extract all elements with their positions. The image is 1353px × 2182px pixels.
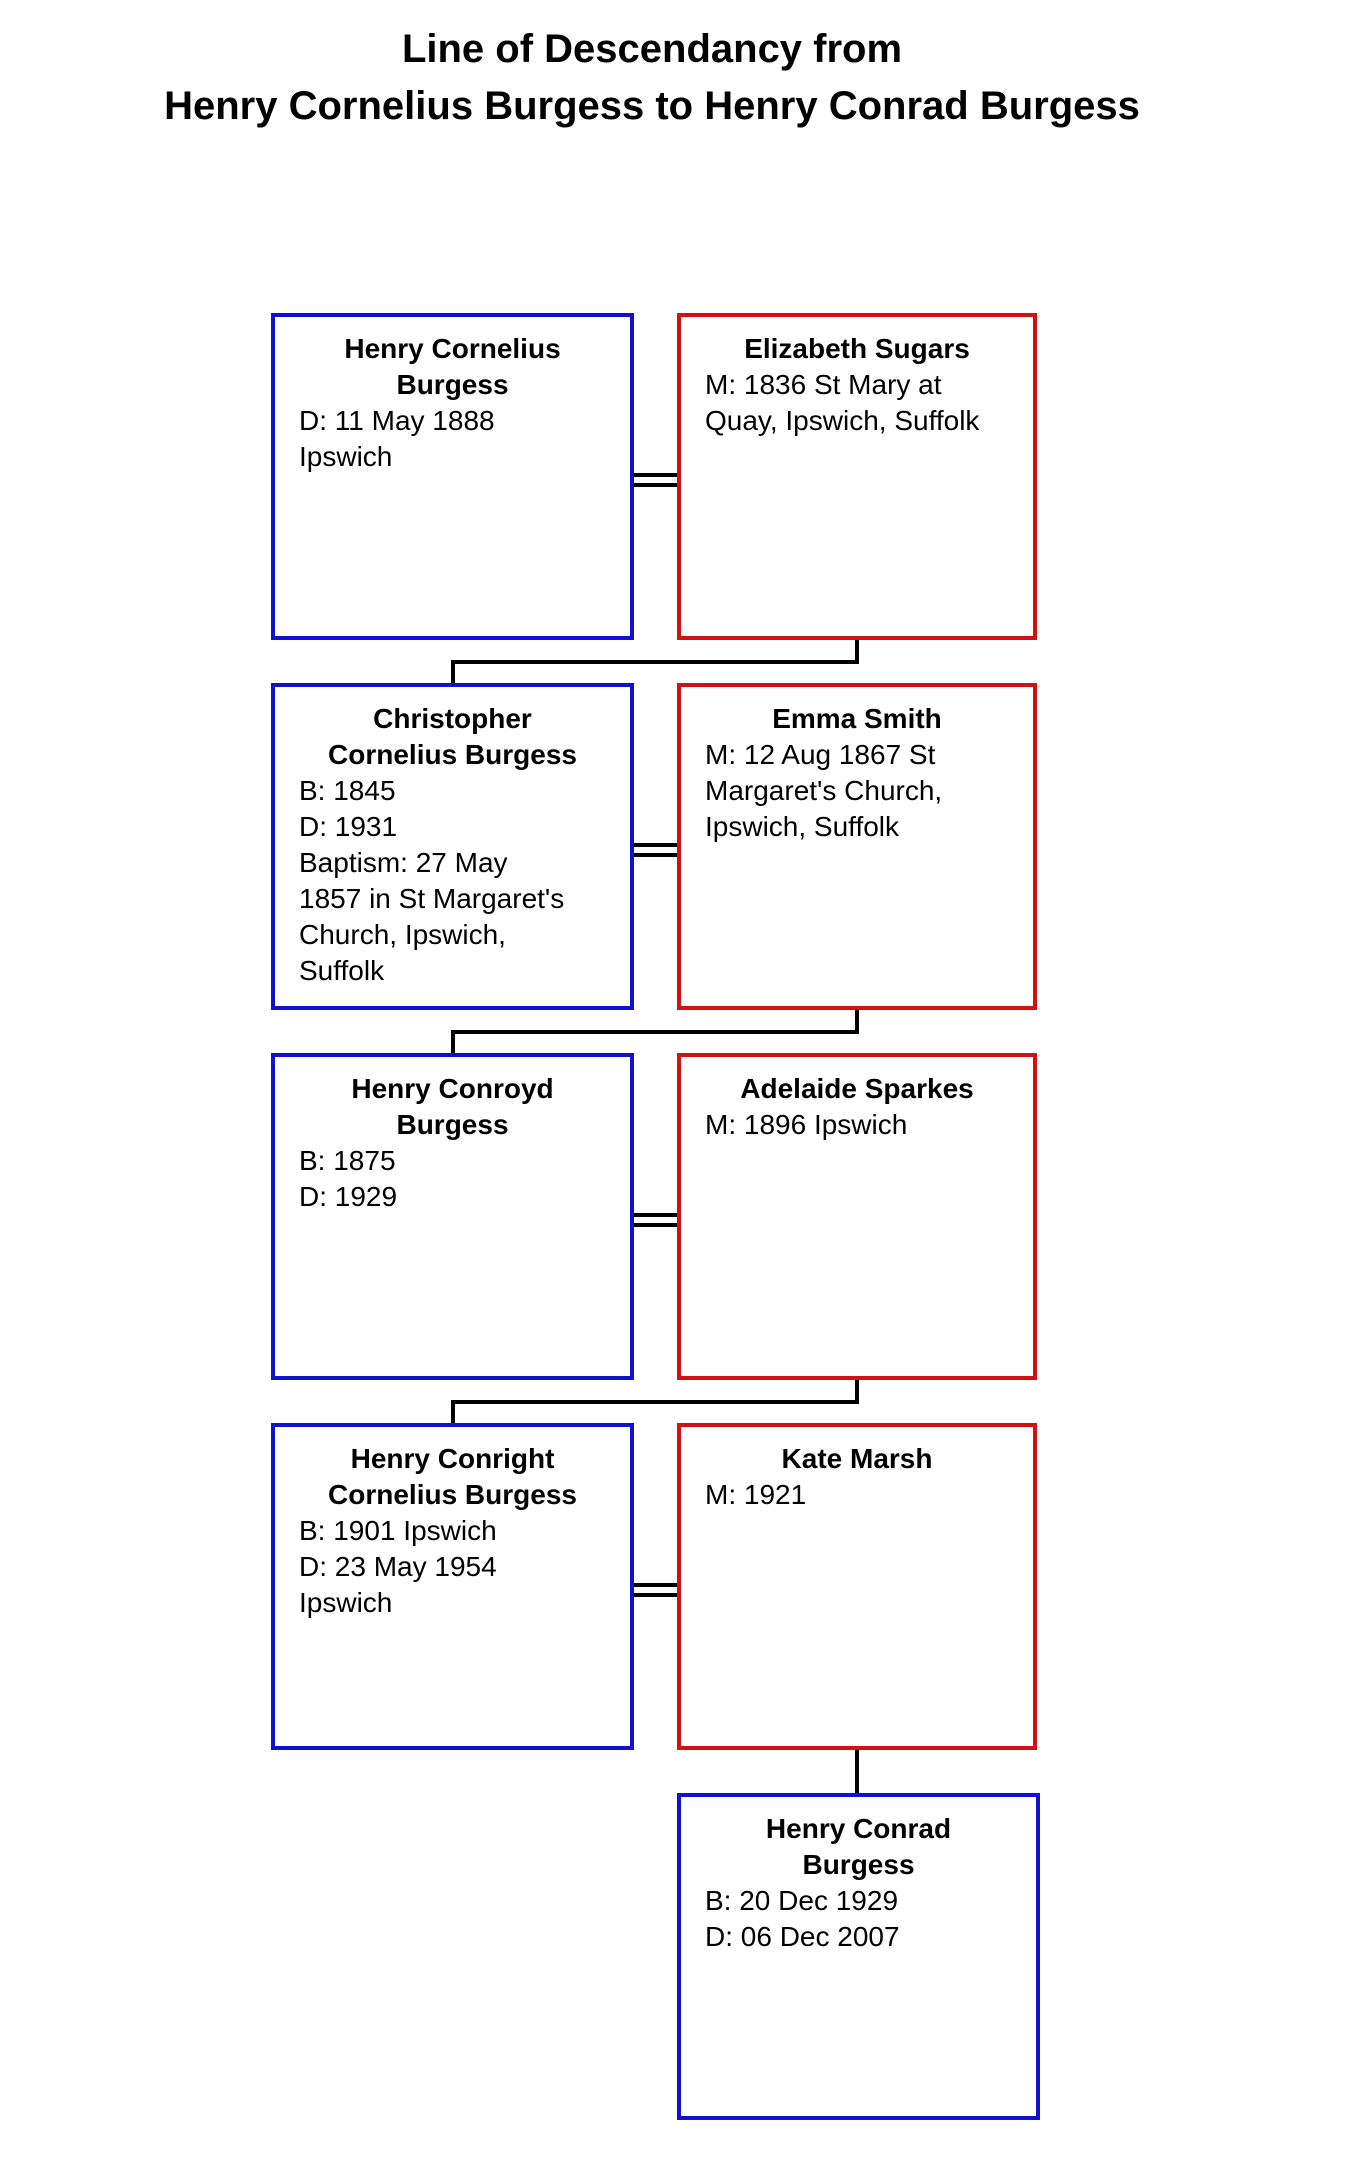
person-box-kate-marsh	[677, 1423, 1037, 1750]
person-box-adelaide-sparkes	[677, 1053, 1037, 1380]
person-name: Henry Conroyd Burgess	[351, 1073, 554, 1140]
person-box-henry-conright-cornelius-burgess	[271, 1423, 634, 1750]
person-details: M: 1896 Ipswich	[705, 1109, 908, 1140]
descent-line-vertical	[855, 1750, 859, 1793]
person-box-elizabeth-sugars	[677, 313, 1037, 640]
person-details: B: 1901 Ipswich D: 23 May 1954 Ipswich	[299, 1515, 497, 1618]
person-details: M: 1836 St Mary at Quay, Ipswich, Suffolk	[705, 369, 980, 436]
person-box-henry-conroyd-burgess	[271, 1053, 634, 1380]
marriage-connector	[634, 473, 677, 487]
marriage-line	[634, 1213, 677, 1217]
marriage-line	[634, 483, 677, 487]
person-details: M: 12 Aug 1867 St Margaret's Church, Ipswich, Suffolk	[705, 739, 943, 842]
person-name: Adelaide Sparkes	[740, 1073, 974, 1104]
person-box-henry-conrad-burgess	[677, 1793, 1040, 2120]
descent-line-vertical	[451, 1400, 455, 1423]
marriage-line	[634, 473, 677, 477]
marriage-connector	[634, 1213, 677, 1227]
person-box-emma-smith	[677, 683, 1037, 1010]
person-name: Henry Conright Cornelius Burgess	[328, 1443, 577, 1510]
person-name: Henry Conrad Burgess	[765, 1813, 952, 1880]
descent-line-horizontal	[451, 1400, 859, 1404]
descent-line-vertical	[451, 660, 455, 683]
person-box-henry-cornelius-burgess	[271, 313, 634, 640]
person-box-christopher-cornelius-burgess	[271, 683, 634, 1010]
person-name: Emma Smith	[772, 703, 942, 734]
descent-line-horizontal	[451, 660, 859, 664]
page-title-line-2: Henry Cornelius Burgess to Henry Conrad Burgess	[164, 84, 1140, 128]
page-title-line-1: Line of Descendancy from	[401, 27, 903, 71]
person-details: D: 11 May 1888 Ipswich	[299, 405, 495, 472]
marriage-connector	[634, 1583, 677, 1597]
descent-line-horizontal	[451, 1030, 859, 1034]
person-name: Henry Cornelius Burgess	[344, 333, 561, 400]
person-name: Christopher Cornelius Burgess	[328, 703, 577, 770]
marriage-line	[634, 1593, 677, 1597]
marriage-line	[634, 843, 677, 847]
person-name: Kate Marsh	[781, 1443, 933, 1474]
person-details: M: 1921	[705, 1479, 807, 1510]
descent-line-vertical	[451, 1030, 455, 1053]
person-name: Elizabeth Sugars	[744, 333, 970, 364]
person-details: B: 1875 D: 1929	[299, 1145, 398, 1212]
marriage-line	[634, 1223, 677, 1227]
page-title	[0, 21, 1304, 135]
marriage-connector	[634, 843, 677, 857]
marriage-line	[634, 1583, 677, 1587]
person-details: B: 1845 D: 1931 Baptism: 27 May 1857 in St Margaret's Church, Ipswich, Suffolk	[299, 775, 565, 986]
marriage-line	[634, 853, 677, 857]
person-details: B: 20 Dec 1929 D: 06 Dec 2007	[705, 1885, 900, 1952]
